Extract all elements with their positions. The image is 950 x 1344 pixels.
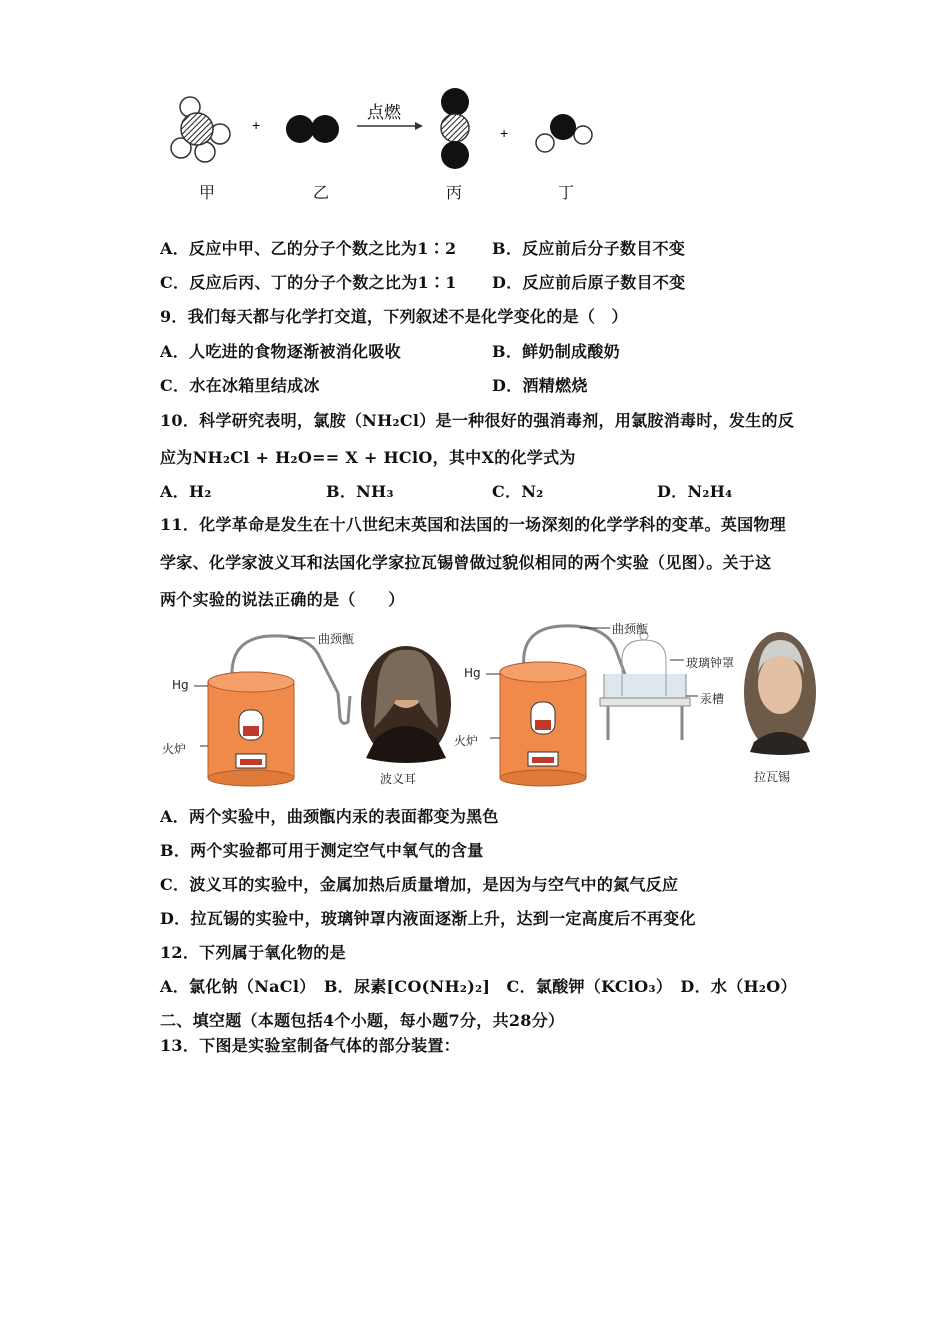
q8-option-c: C．反应后丙、丁的分子个数之比为1∶1 [160,273,457,292]
molecule-jia [171,97,230,162]
trough-label: 汞槽 [700,692,725,706]
q11-option-b: B．两个实验都可用于测定空气中氧气的含量 [160,841,484,860]
q10-option-d: D．N₂H₄ [657,482,733,501]
q11-option-a: A．两个实验中，曲颈甑内汞的表面都变为黑色 [160,807,499,826]
q9-option-c: C．水在冰箱里结成冰 [160,376,320,395]
label-yi: 乙 [313,183,330,202]
lavoisier-retort-label: 曲颈甑 [612,622,649,636]
q8-option-b: B．反应前后分子数目不变 [492,239,686,258]
boyle-hg-label: Hg [172,678,189,692]
molecule-yi [286,115,339,143]
q11-option-d: D．拉瓦锡的实验中，玻璃钟罩内液面逐渐上升，达到一定高度后不再变化 [160,909,696,928]
boyle-apparatus [194,636,350,786]
q10-option-a: A．H₂ [160,482,212,501]
label-jia: 甲 [199,183,216,202]
reaction-diagram [160,82,620,182]
reaction-condition: 点燃 [367,103,401,123]
lavoisier-furnace-label: 火炉 [454,734,479,748]
boyle-name-label: 波义耳 [380,772,417,786]
boyle-retort-label: 曲颈甑 [318,632,355,646]
q11-stem-line1: 11．化学革命是发生在十八世纪末英国和法国的一场深刻的化学学科的变革。英国物理 [160,515,786,534]
q12-options: A．氯化钠（NaCl） B．尿素[CO(NH₂)₂] C．氯酸钾（KClO₃） D．水（H₂O） [160,977,797,996]
svg-text:+: + [252,117,261,133]
q9-option-a: A．人吃进的食物逐渐被消化吸收 [160,342,401,361]
label-ding: 丁 [558,183,575,202]
q11-option-c: C．波义耳的实验中，金属加热后质量增加，是因为与空气中的氮气反应 [160,875,679,894]
q10-option-c: C．N₂ [492,482,544,501]
lavoisier-hg-label: Hg [464,666,481,680]
q10-option-b: B．NH₃ [326,482,394,501]
q9-option-b: B．鲜奶制成酸奶 [492,342,620,361]
label-bing: 丙 [446,183,463,202]
q11-stem-line3: 两个实验的说法正确的是（ ） [160,590,405,609]
q10-stem-line1: 10．科学研究表明，氯胺（NH₂Cl）是一种很好的强消毒剂，用氯胺消毒时，发生的反 [160,411,795,430]
q8-option-d: D．反应前后原子数目不变 [492,273,686,292]
q13-stem: 13．下图是实验室制备气体的部分装置： [160,1036,460,1055]
boyle-furnace-label: 火炉 [162,742,187,756]
experiment-figure [160,618,830,790]
molecule-ding [536,114,592,152]
svg-text:+: + [500,125,509,141]
molecule-bing [441,88,469,169]
lavoisier-name-label: 拉瓦锡 [754,770,791,784]
q11-stem-line2: 学家、化学家波义耳和法国化学家拉瓦锡曾做过貌似相同的两个实验（见图）。关于这 [160,553,772,572]
q9-option-d: D．酒精燃烧 [492,376,588,395]
bell-jar-label: 玻璃钟罩 [686,656,735,670]
section-two-heading: 二、填空题（本题包括4个小题，每小题7分，共28分） [160,1011,565,1030]
boyle-portrait [361,646,451,763]
lavoisier-apparatus [486,626,698,786]
q10-stem-line2: 应为NH₂Cl + H₂O== X + HClO，其中X的化学式为 [160,448,576,467]
lavoisier-portrait [744,632,816,755]
q8-option-a: A．反应中甲、乙的分子个数之比为1∶2 [160,239,457,258]
q9-stem: 9．我们每天都与化学打交道，下列叙述不是化学变化的是（ ） [160,307,628,326]
q12-stem: 12．下列属于氧化物的是 [160,943,346,962]
